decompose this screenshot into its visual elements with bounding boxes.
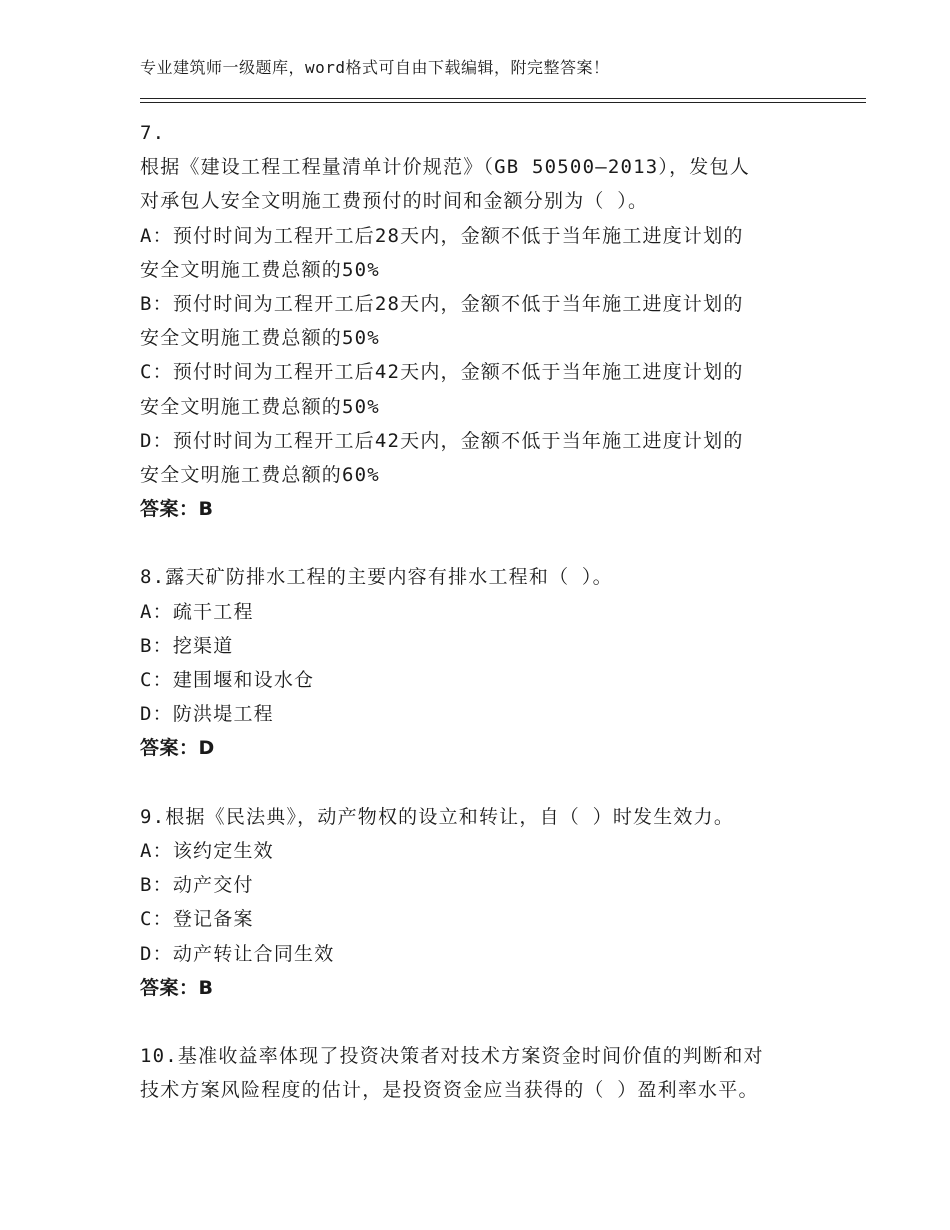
option-a: A：该约定生效 bbox=[140, 839, 274, 862]
option-c: C：预付时间为工程开工后42天内，金额不低于当年施工进度计划的 bbox=[140, 361, 744, 384]
option-d: D：防洪堤工程 bbox=[140, 703, 274, 726]
option-c: C：登记备案 bbox=[140, 908, 254, 931]
header-rule-bottom bbox=[140, 102, 866, 103]
question-text: 8.露天矿防排水工程的主要内容有排水工程和（ ）。 bbox=[140, 566, 613, 589]
option-d: D：预付时间为工程开工后42天内，金额不低于当年施工进度计划的 bbox=[140, 429, 744, 452]
spacer bbox=[140, 766, 820, 800]
question-text: 对承包人安全文明施工费预付的时间和金额分别为（ ）。 bbox=[140, 190, 649, 213]
question-10 bbox=[140, 1039, 820, 1107]
question-text: 9.根据《民法典》，动产物权的设立和转让，自（ ）时发生效力。 bbox=[140, 805, 735, 828]
question-9 bbox=[140, 800, 820, 1005]
option-a: A：疏干工程 bbox=[140, 600, 254, 623]
answer: 答案：D bbox=[140, 737, 215, 760]
spacer bbox=[140, 526, 820, 560]
question-8 bbox=[140, 560, 820, 765]
question-list bbox=[140, 116, 820, 1107]
question-text: 10.基准收益率体现了投资决策者对技术方案资金时间价值的判断和对 bbox=[140, 1045, 764, 1068]
option-b: B：挖渠道 bbox=[140, 634, 234, 657]
option-d-cont: 安全文明施工费总额的60% bbox=[140, 463, 380, 486]
option-d: D：动产转让合同生效 bbox=[140, 942, 335, 965]
option-b: B：动产交付 bbox=[140, 874, 254, 897]
option-c-cont: 安全文明施工费总额的50% bbox=[140, 395, 380, 418]
header-rule-top bbox=[140, 98, 866, 99]
page-header: 专业建筑师一级题库，word格式可自由下载编辑，附完整答案！ bbox=[140, 58, 610, 77]
question-text: 根据《建设工程工程量清单计价规范》（GB 50500—2013），发包人 bbox=[140, 156, 750, 179]
option-b-cont: 安全文明施工费总额的50% bbox=[140, 327, 380, 350]
question-number: 7. bbox=[140, 122, 166, 144]
option-a-cont: 安全文明施工费总额的50% bbox=[140, 258, 380, 281]
answer: 答案：B bbox=[140, 976, 214, 999]
option-b: B：预付时间为工程开工后28天内，金额不低于当年施工进度计划的 bbox=[140, 292, 744, 315]
spacer bbox=[140, 1005, 820, 1039]
option-a: A：预付时间为工程开工后28天内，金额不低于当年施工进度计划的 bbox=[140, 224, 744, 247]
option-c: C：建围堰和设水仓 bbox=[140, 669, 315, 691]
question-7 bbox=[140, 116, 820, 526]
question-text: 技术方案风险程度的估计，是投资资金应当获得的（ ）盈利率水平。 bbox=[140, 1079, 759, 1102]
answer: 答案：B bbox=[140, 498, 214, 521]
